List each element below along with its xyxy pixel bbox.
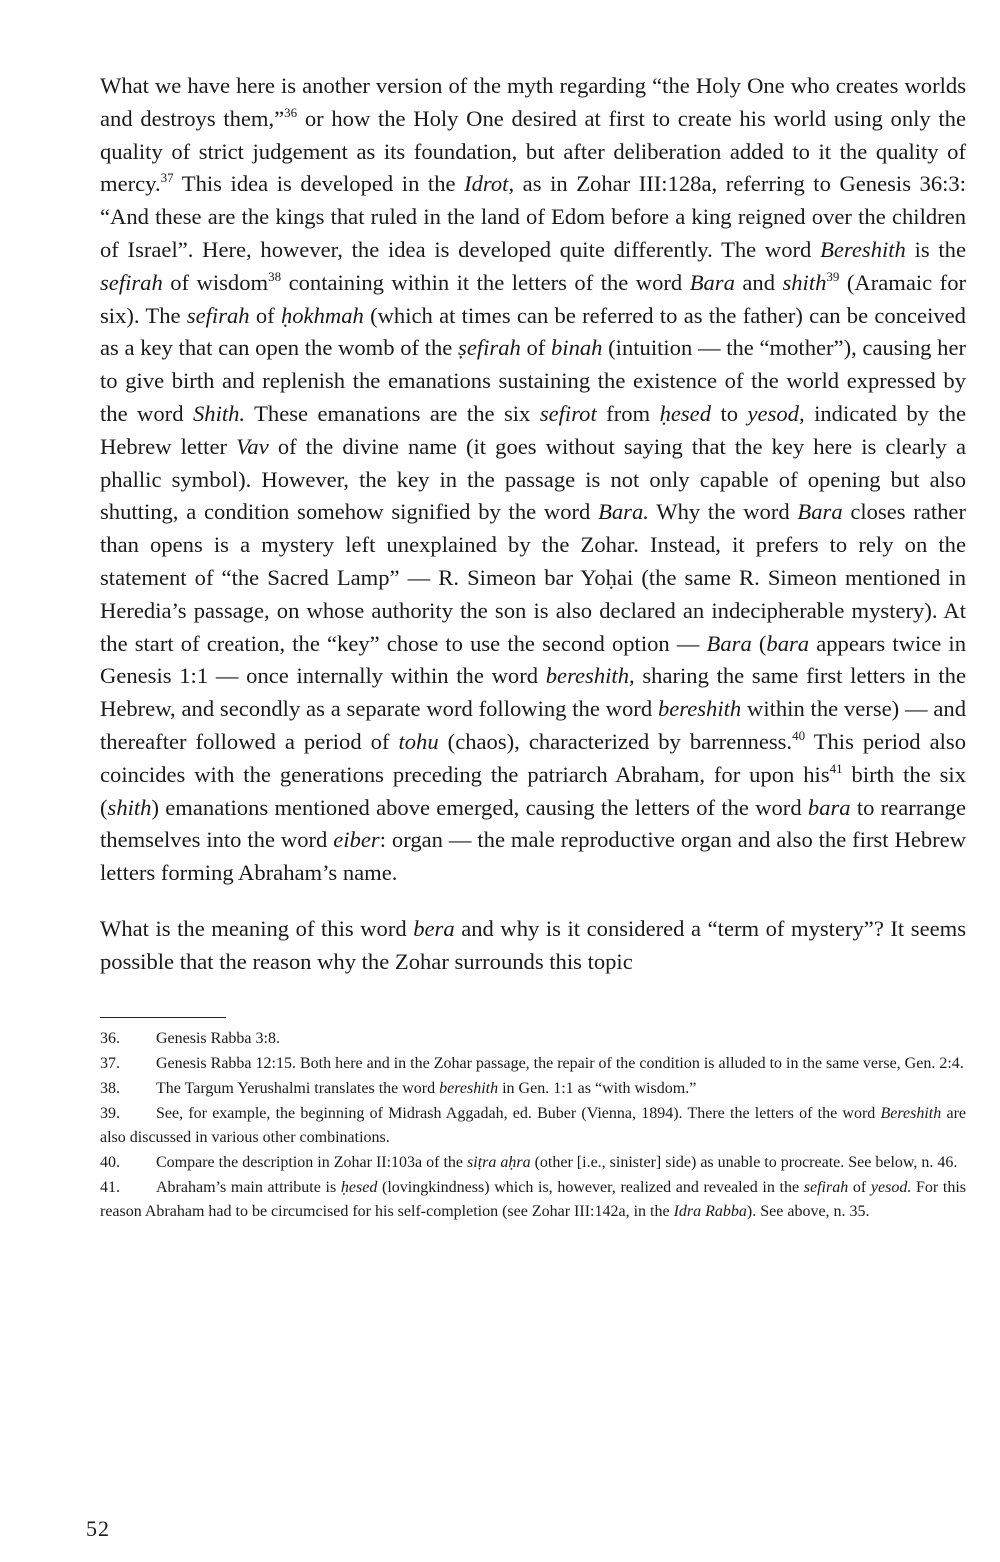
text-run: What is the meaning of this word [100, 915, 414, 941]
footnote-separator [100, 1017, 226, 1018]
text-run: from [596, 400, 660, 426]
text-run: , as in Zohar III:128a, referring to Genesis 36:3: “And these are the kings that ruled in the land of Edom before a king reigned over the children of Israel”. Here, however, the idea is developed quite differently. The word [100, 171, 966, 262]
text-run: (other [i.e., sinister] side) as unable to procreate. See below, n. 46. [530, 1154, 958, 1171]
body-paragraph [100, 70, 966, 890]
italic-term: Idrot [464, 171, 509, 197]
italic-term: sefirah [100, 269, 163, 295]
text-run: See, for example, the beginning of Midrash Aggadah, ed. Buber (Vienna, 1894). There the letters of the word [156, 1105, 881, 1123]
italic-term: Bereshith [880, 1105, 942, 1123]
italic-term: siṭra aḥra [467, 1154, 531, 1171]
italic-term: bera [413, 915, 455, 941]
footnote-text [156, 1080, 696, 1097]
footnote-text [100, 1105, 966, 1145]
italic-term: eiber [333, 827, 380, 853]
italic-term: tohu [398, 728, 439, 754]
text-run: to rearrange themselves into the word [100, 794, 966, 853]
text-run: or how the Holy One desired at first to create his world using only the quality of strict judgement as its foundation, but after deliberation added to it the quality of mercy. [100, 105, 966, 197]
italic-term: Bara [689, 269, 735, 295]
text-run: (which at times can be referred to as the father) can be conceived as a key that can open the womb of the [100, 302, 966, 361]
text-run: is the [905, 236, 966, 262]
italic-term: sefirah [186, 302, 250, 328]
italic-term: Bereshith [820, 236, 906, 262]
footnote-ref: 39 [826, 268, 840, 284]
footnote-number: 37. [100, 1054, 120, 1072]
footnote-ref: 36 [284, 104, 298, 120]
text-run: of wisdom [162, 269, 269, 295]
italic-term: Bara [706, 630, 752, 656]
footnote-text [156, 1055, 964, 1072]
text-run: This period also coincides with the generations preceding the patriarch Abraham, for upon his [100, 728, 966, 787]
text-run: (lovingkindness) which is, however, realized and revealed in the [377, 1179, 804, 1197]
text-run: For this reason Abraham had to be circumcised for his self-completion (see Zohar III:142a, in the [100, 1179, 967, 1220]
italic-term: ṣefirah [458, 335, 521, 361]
italic-term: binah [551, 335, 603, 361]
footnote-number: 39. [100, 1105, 120, 1123]
text-run: to [711, 400, 748, 426]
footnote-number: 38. [100, 1080, 120, 1098]
italic-term: yesod. [870, 1179, 912, 1197]
footnote [100, 1027, 966, 1050]
text-run: (chaos), characterized by barrenness. [438, 728, 793, 754]
italic-term: Bara. [598, 499, 649, 525]
text-run: and why is it considered a “term of mystery”? It seems possible that the reason why the Zohar surrounds this topic [100, 915, 966, 974]
italic-term: bara [766, 630, 810, 656]
footnotes [100, 1027, 966, 1223]
page-body [100, 70, 966, 1225]
text-run: of [520, 335, 551, 361]
text-run: These emanations are the six [245, 400, 540, 426]
italic-term: bereshith [657, 696, 742, 722]
footnote-ref: 37 [160, 170, 174, 186]
italic-term: bereshith, [545, 663, 635, 689]
text-run: are also discussed in various other combinations. [100, 1105, 967, 1146]
footnote-ref: 40 [792, 727, 806, 743]
body-paragraph [100, 913, 966, 979]
page-number: 52 [86, 1516, 110, 1541]
text-run: containing within it the letters of the word [281, 269, 690, 295]
text-run: of [848, 1179, 871, 1197]
text-run: (Aramaic for six). The [100, 269, 967, 328]
text-run: birth the six ( [100, 761, 967, 820]
text-run: ( [751, 630, 767, 656]
footnote-number: 36. [100, 1029, 120, 1047]
text-run: of the divine name (it goes without saying that the key here is clearly a phallic symbol). However, the key in the passage is not only capable of opening but also shutting, a condition somehow signified by the word [100, 433, 966, 525]
main-text [100, 70, 966, 979]
italic-term: bereshith [439, 1080, 499, 1098]
footnote [100, 1102, 966, 1149]
text-run: sharing the same first letters in the Hebrew, and secondly as a separate word following the word [100, 663, 966, 722]
text-run: within the verse) — and thereafter followed a period of [100, 696, 967, 754]
text-run: and [734, 269, 783, 295]
italic-term: shith [782, 269, 827, 295]
italic-term: yesod, [747, 400, 805, 426]
italic-term: shith [107, 794, 152, 820]
text-run: closes rather than opens is a mystery left unexplained by the Zohar. Instead, it prefers to rely on the statement of “the Sacred Lamp” — R. Simeon bar Yoḥai (the same R. Simeon mentioned in Heredia’s passage, on whose authority the son is also declared an indecipherable mystery). At the start of creation, the “key” chose to use the second option — [100, 499, 966, 656]
italic-term: Idra Rabba [673, 1202, 747, 1220]
text-run: Genesis Rabba 3:8. [156, 1029, 280, 1047]
italic-term: bara [807, 794, 851, 820]
italic-term: ḥesed [659, 400, 712, 426]
italic-term: Bara [797, 499, 843, 525]
text-run: in Gen. 1:1 as “with wisdom.” [498, 1080, 697, 1098]
footnote [100, 1151, 966, 1174]
footnote-number: 40. [100, 1154, 120, 1171]
footnote-text [156, 1030, 280, 1047]
text-run: (intuition — the “mother”), causing her to give birth and replenish the emanations sustaining the existence of the world expressed by the word [100, 335, 966, 426]
text-run: Why the word [648, 499, 798, 525]
text-run: ). See above, n. 35. [746, 1202, 870, 1220]
text-run: appears twice in Genesis 1:1 — once internally within the word [100, 630, 966, 689]
italic-term: sefirah [803, 1179, 849, 1197]
footnote-text [156, 1154, 957, 1171]
italic-term: Shith. [192, 400, 246, 426]
text-run: Compare the description in Zohar II:103a of the [156, 1154, 468, 1171]
text-run: Abraham’s main attribute is [156, 1179, 341, 1197]
italic-term: Vav [236, 433, 269, 459]
footnote-text [100, 1179, 966, 1219]
text-run: The Targum Yerushalmi translates the word [156, 1080, 440, 1098]
footnote-number: 41. [100, 1179, 120, 1197]
footnote-ref: 38 [268, 268, 282, 284]
text-run: : organ — the male reproductive organ and also the first Hebrew letters forming Abraham’s name. [100, 827, 967, 886]
footnote [100, 1077, 966, 1100]
text-run: indicated by the Hebrew letter [100, 400, 966, 459]
footnote [100, 1052, 966, 1075]
footnote [100, 1176, 966, 1223]
text-run: This idea is developed in the [173, 171, 465, 197]
italic-term: sefirot [539, 400, 597, 426]
text-run: What we have here is another version of the myth regarding “the Holy One who creates worlds and destroys them,” [100, 73, 966, 131]
text-run: ) emanations mentioned above emerged, causing the letters of the word [151, 794, 808, 820]
italic-term: ḥokhmah [280, 302, 364, 328]
italic-term: ḥesed [340, 1179, 378, 1197]
text-run: Genesis Rabba 12:15. Both here and in the Zohar passage, the repair of the condition is alluded to in the same verse, Gen. 2:4. [156, 1054, 964, 1072]
footnote-ref: 41 [829, 760, 843, 776]
text-run: of [249, 302, 281, 328]
